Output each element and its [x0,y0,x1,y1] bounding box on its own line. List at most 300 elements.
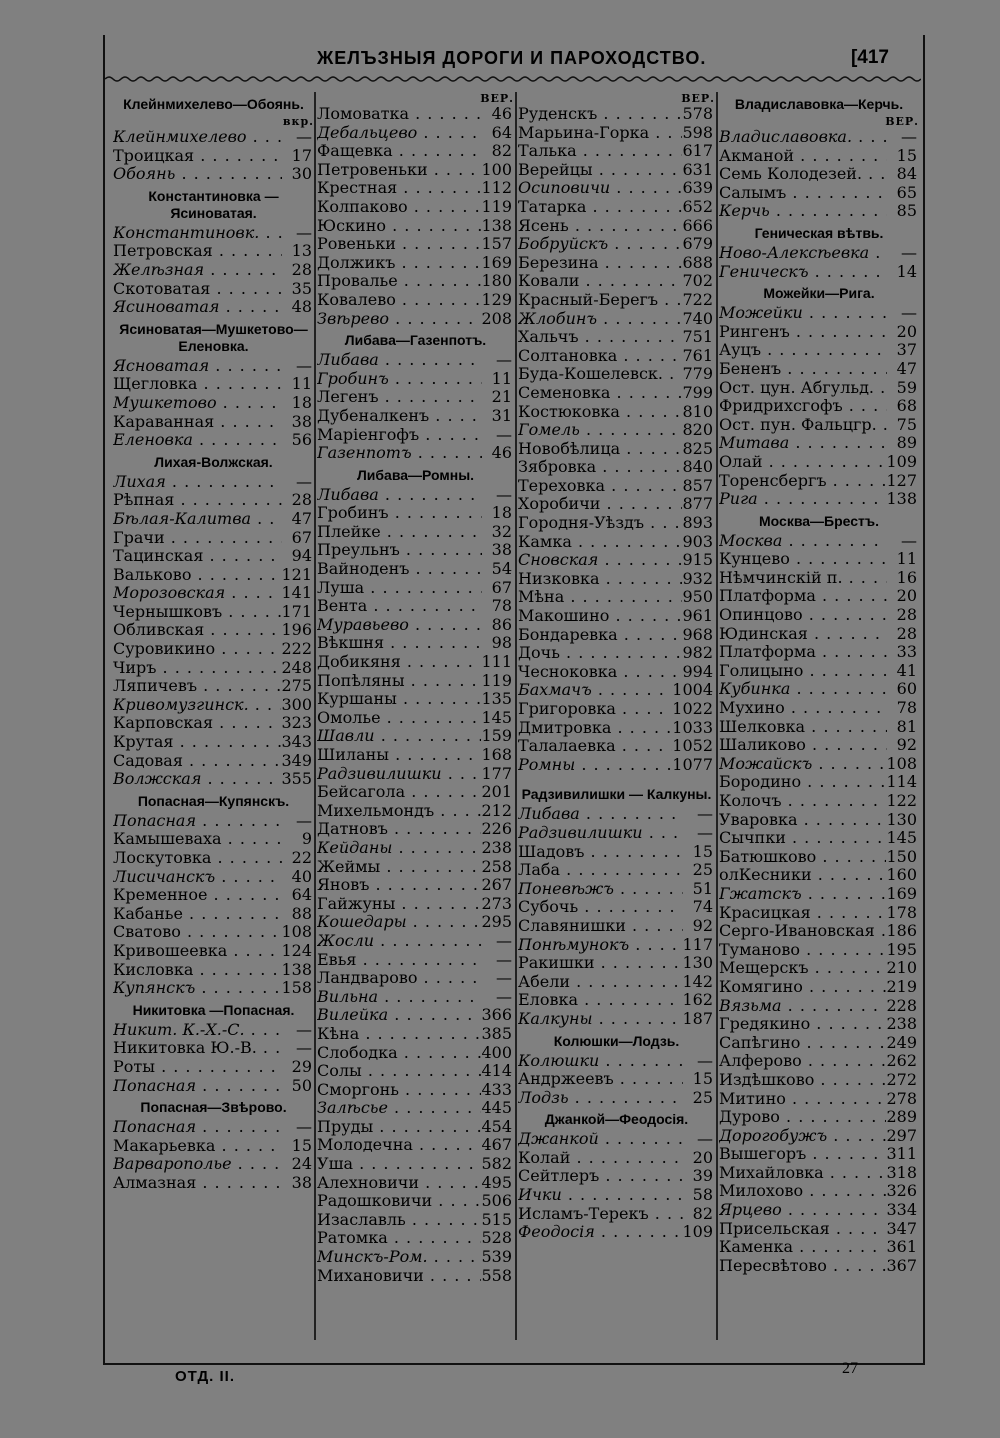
station-row [518,310,715,329]
station-row [518,384,715,403]
station-name: Ново-Алексѣевка . . . [719,244,887,263]
station-row [719,997,919,1016]
station-row [113,942,314,961]
station-name: Сейтлеръ . . . [518,1167,683,1186]
station-distance: 88 [291,903,312,923]
station-name: Радзивилишки . . . [317,765,481,784]
station-distance: 323 [281,713,312,733]
station-row [113,298,314,317]
station-distance: 33 [896,642,917,662]
station-row [719,1071,919,1090]
station-name: Либава . . . [317,351,482,370]
station-name: Яновъ . . . [317,876,481,895]
station-row [317,161,514,180]
station-distance: 326 [886,1181,917,1201]
station-row [518,954,715,973]
station-name: Куршаны . . . [317,690,481,709]
station-name: Тацинская . . . [113,547,282,566]
station-distance: 893 [682,513,713,533]
station-row [719,885,919,904]
station-name: Кошедары . . . [317,913,481,932]
station-distance: 15 [896,145,917,165]
station-name: Попасная . . . [113,812,282,831]
station-name: Радзивилишки . . . [518,824,683,843]
station-name: Батюшково . . . [719,848,886,867]
station-row [317,1118,514,1137]
station-distance: 114 [886,772,917,792]
station-distance: 82 [692,1203,713,1223]
station-row [317,124,514,143]
station-distance: 39 [692,1166,713,1186]
station-name: Минскъ-Ром. . . . [317,1248,481,1267]
station-distance: 433 [481,1079,512,1099]
station-distance: 210 [886,958,917,978]
station-distance: 16 [896,567,917,587]
station-distance: 297 [886,1125,917,1145]
station-distance: — [901,242,917,262]
station-row [719,263,919,282]
station-row [317,217,514,236]
route-heading: Лихая-Волжская. [154,453,273,470]
station-name: Константиновк. . . . [113,224,282,243]
station-name: Ички . . . [518,1186,683,1205]
station-name: Лихая . . . [113,473,282,492]
station-row [719,360,919,379]
station-row [518,477,715,496]
station-row [518,495,715,514]
station-row [113,242,314,261]
station-row [113,566,314,585]
station-distance: 108 [886,753,917,773]
station-distance: 258 [481,856,512,876]
station-distance: 21 [491,387,512,407]
station-row [317,560,514,579]
station-distance: 20 [896,321,917,341]
station-name: Верейцы . . . [518,161,682,180]
station-name: Попасная . . . [113,1118,282,1137]
station-row [113,584,314,603]
station-distance: 56 [291,430,312,450]
station-row [719,490,919,509]
station-row [317,653,514,672]
station-name: Сновская . . . [518,551,682,570]
route-heading: Либава—Газенпотъ. [344,332,487,349]
station-name: Крестная . . . [317,179,481,198]
station-name: Крутая . . . [113,733,281,752]
station-distance: 64 [491,122,512,142]
station-name: Кубинка . . . [719,680,887,699]
station-name: Митино . . . [719,1090,886,1109]
station-distance: 11 [291,374,312,394]
station-row [317,672,514,691]
station-name: Дурово . . . [719,1108,886,1127]
station-distance: 267 [481,875,512,895]
station-name: Троицкая . . . [113,147,282,166]
station-distance: 343 [281,732,312,752]
station-row [317,1192,514,1211]
station-name: Омолье . . . [317,709,481,728]
station-name: Колпаково . . . [317,198,481,217]
station-distance: 150 [886,846,917,866]
station-distance: 1022 [672,699,713,718]
station-distance: 968 [682,624,713,644]
spacer [518,774,715,782]
station-distance: 112 [481,178,512,198]
station-distance: 915 [682,550,713,570]
station-distance: 349 [281,750,312,770]
station-distance: 578 [682,104,713,123]
station-name: Пересвѣтово . . . [719,1257,886,1276]
station-name: Роты . . . [113,1058,282,1077]
station-name: Кривошеевка . . . [113,942,281,961]
station-name: Камка . . . [518,533,682,552]
station-name: Вайноденъ . . . [317,560,482,579]
station-name: Комягино . . . [719,978,886,997]
station-distance: 810 [682,401,713,421]
station-distance: 495 [481,1172,512,1192]
station-distance: 178 [886,902,917,922]
station-name: Щегловка . . . [113,375,282,394]
station-name: Макошино . . . [518,607,682,626]
station-row [518,1010,715,1029]
station-name: Сморгонь . . . [317,1081,481,1100]
station-row [113,961,314,980]
station-row [317,1025,514,1044]
station-name: Радошковичи . . . [317,1192,481,1211]
station-row [113,849,314,868]
station-name: Молодечна . . . [317,1136,481,1155]
station-row [719,699,919,718]
station-row [719,1220,919,1239]
station-row [518,1052,715,1071]
station-row [719,1015,919,1034]
station-name: Опинцово . . . [719,606,887,625]
station-name: Сычпки . . . [719,829,886,848]
station-row [113,473,314,492]
station-name: Звѣрево . . . [317,310,481,329]
station-name: Залѣсье . . . [317,1099,481,1118]
station-distance: 15 [692,841,713,861]
station-name: Попасная . . . [113,1077,282,1096]
station-row [518,880,715,899]
route-heading: Никитовка —Попасная. [132,1001,295,1018]
station-name: Бахмачъ . . . [518,681,672,700]
station-row [113,640,314,659]
station-name: Желѣзная . . . [113,261,282,280]
station-row [113,280,314,299]
station-row [113,659,314,678]
station-name: Геническъ . . . [719,263,887,282]
station-distance: 414 [481,1061,512,1081]
station-distance: 262 [886,1051,917,1071]
station-row [719,532,919,551]
station-row [719,811,919,830]
station-row [317,105,514,124]
station-name: Обоянь . . . [113,165,282,184]
station-distance: 273 [481,893,512,913]
station-distance: 25 [692,1087,713,1107]
station-row [518,936,715,955]
station-name: Платформа . . . [719,587,887,606]
station-row [719,662,919,681]
station-row [719,1182,919,1201]
station-name: Волжская . . . [113,770,281,789]
station-name: Татарка . . . [518,198,682,217]
station-row [518,861,715,880]
station-distance: — [496,484,512,504]
station-row [518,105,715,124]
route-heading: Константиновка — Ясиноватая. [148,187,279,221]
station-distance: 142 [682,971,713,991]
station-name: Гайжуны . . . [317,895,481,914]
station-name: Тереховка . . . [518,477,682,496]
station-distance: 78 [491,596,512,616]
station-name: Туманово . . . [719,941,886,960]
station-row [518,805,715,824]
station-name: Марьина-Горка . . . [518,124,682,143]
station-distance: 84 [896,164,917,184]
station-row [719,959,919,978]
station-distance: 28 [291,259,312,279]
station-name: Рингенъ . . . [719,323,887,342]
station-row [719,472,919,491]
station-distance: 60 [896,679,917,699]
station-name: Дочь . . . [518,644,682,663]
station-name: Ярцево . . . [719,1201,886,1220]
station-row [317,746,514,765]
station-distance: 219 [886,976,917,996]
station-name: Алмазная . . . [113,1174,282,1193]
station-name: Сапѣгино . . . [719,1034,886,1053]
station-distance: 29 [291,1056,312,1076]
verst-label: ВЕР. [885,115,919,128]
station-distance: 31 [491,405,512,425]
station-distance: 158 [281,978,312,998]
station-row [518,824,715,843]
station-distance: 68 [896,396,917,416]
station-row [719,304,919,323]
station-row [113,770,314,789]
station-row [719,453,919,472]
station-row [719,569,919,588]
station-row [113,868,314,887]
station-distance: 51 [692,878,713,898]
station-name: Мѣна . . . [518,588,682,607]
station-name: Григоровка . . . [518,700,672,719]
route-heading: Попасная—Звѣрово. [140,1099,287,1116]
station-distance: 740 [682,308,713,328]
station-name: Гредякино . . . [719,1015,886,1034]
station-distance: 347 [886,1218,917,1238]
station-row [518,607,715,626]
station-row [113,696,314,715]
station-row [317,486,514,505]
station-name: Поневѣжъ . . . [518,880,683,899]
station-distance: 65 [896,182,917,202]
station-distance: 58 [692,1185,713,1205]
station-distance: 598 [682,122,713,142]
station-name: Милохово . . . [719,1182,886,1201]
station-distance: 248 [281,657,312,677]
station-row [719,755,919,774]
station-distance: 187 [682,1008,713,1028]
station-name: Кисловка . . . [113,961,281,980]
timetable-column-2 [317,92,514,1342]
station-name: Понѣмунокъ . . . [518,936,682,955]
station-name: Шиланы . . . [317,746,481,765]
station-row [719,202,919,221]
station-row [518,179,715,198]
station-row [317,504,514,523]
station-row [518,719,715,738]
station-name: Бейсагола . . . [317,783,481,802]
station-name: Гжатскъ . . . [719,885,886,904]
station-distance: 81 [896,716,917,736]
station-name: Мещерскъ . . . [719,959,886,978]
station-distance: 74 [692,897,713,917]
station-distance: 168 [481,745,512,764]
station-name: Кѣна . . . [317,1025,481,1044]
station-row [113,394,314,413]
station-name: Колай . . . [518,1149,683,1168]
station-row [317,1174,514,1193]
station-row [719,323,919,342]
station-distance: 722 [682,289,713,309]
station-row [719,1145,919,1164]
station-row [518,235,715,254]
route-heading: Либава—Ромны. [356,466,475,483]
station-distance: 145 [481,707,512,727]
route-heading: Радзивилишки — Калкуны. [521,786,712,803]
station-distance: 528 [481,1228,512,1248]
station-row [113,510,314,529]
station-row [113,714,314,733]
station-row [518,403,715,422]
station-distance: 159 [481,726,512,746]
station-name: Караванная . . . [113,413,282,432]
station-name: Кейданы . . . [317,839,481,858]
station-distance: 119 [481,196,512,216]
station-distance: 13 [291,241,312,261]
station-distance: 162 [682,990,713,1010]
station-row [719,1201,919,1220]
station-distance: — [296,127,312,146]
station-distance: — [296,355,312,375]
station-row [113,147,314,166]
station-distance: 169 [886,883,917,903]
station-name: Голицыно . . . [719,662,887,681]
station-row [518,254,715,273]
station-distance: — [496,949,512,969]
station-distance: 932 [682,568,713,588]
station-row [317,1062,514,1081]
station-distance: 135 [481,689,512,709]
station-row [317,1136,514,1155]
station-row [317,969,514,988]
station-name: Талька . . . [518,142,682,161]
station-name: Зябровка . . . [518,458,682,477]
station-name: Гробинъ . . . [317,370,482,389]
station-name: Алферово . . . [719,1052,886,1071]
station-name: Алехновичи . . . [317,1174,481,1193]
station-row [317,839,514,858]
station-name: Варваропольe . . . [113,1155,282,1174]
station-name: Бондаревка . . . [518,626,682,645]
station-distance: 1033 [672,717,713,737]
station-name: Ковали . . . [518,272,682,291]
station-distance: 1052 [672,736,713,756]
station-distance: 82 [491,141,512,161]
station-row [518,1149,715,1168]
station-name: Акманой . . . [719,147,887,166]
station-distance: — [296,1038,312,1058]
station-distance: 366 [481,1005,512,1025]
station-name: Грачи . . . [113,529,282,548]
route-heading: Клейнмихелево—Обоянь. [123,96,304,112]
station-distance: 40 [291,866,312,886]
station-row [518,570,715,589]
station-name: Садовая . . . [113,752,281,771]
page-number: [417 [850,47,889,68]
station-distance: 41 [896,660,917,680]
station-row [113,752,314,771]
station-distance: 300 [281,694,312,714]
station-row [317,1155,514,1174]
station-row [317,1044,514,1063]
station-name: Дмитровка . . . [518,719,672,738]
station-name: Субочь . . . [518,898,683,917]
station-name: Владиславовка. . . . [719,128,887,147]
sheet-number: 27 [842,1360,858,1377]
station-distance: 28 [896,623,917,643]
station-distance: 86 [491,614,512,634]
station-distance: 100 [481,159,512,179]
route-heading: Можейки—Рига. [763,285,875,302]
station-distance: 157 [481,234,512,254]
station-name: Шелковка . . . [719,718,887,737]
station-distance: — [697,1050,713,1070]
column-rule [515,92,517,1340]
station-name: Ромны . . . [518,756,672,775]
station-name: Обливская . . . [113,621,281,640]
station-name: Дорогобужъ . . . [719,1127,886,1146]
station-row [317,1081,514,1100]
station-row [518,142,715,161]
station-distance: 47 [291,508,312,528]
station-row [113,547,314,566]
station-name: Скотоватая . . . [113,280,282,299]
station-row [317,1267,514,1286]
station-name: Суровикино . . . [113,640,281,659]
station-row [518,917,715,936]
station-row [518,973,715,992]
station-distance: 1004 [672,680,713,700]
station-row [518,588,715,607]
station-row [518,217,715,236]
route-heading: Ясиноватая—Мушкетово—Еленовка. [119,320,308,354]
station-distance: 454 [481,1116,512,1136]
station-distance: 18 [291,392,312,412]
station-row [719,165,919,184]
station-name: Бобруйскъ . . . [518,235,682,254]
station-distance: 127 [886,470,917,490]
station-name: Ауцъ . . . [719,341,887,360]
station-distance: 130 [886,809,917,829]
station-distance: 903 [682,531,713,551]
station-distance: — [697,804,713,824]
station-row [518,1130,715,1149]
station-distance: 108 [281,922,312,942]
